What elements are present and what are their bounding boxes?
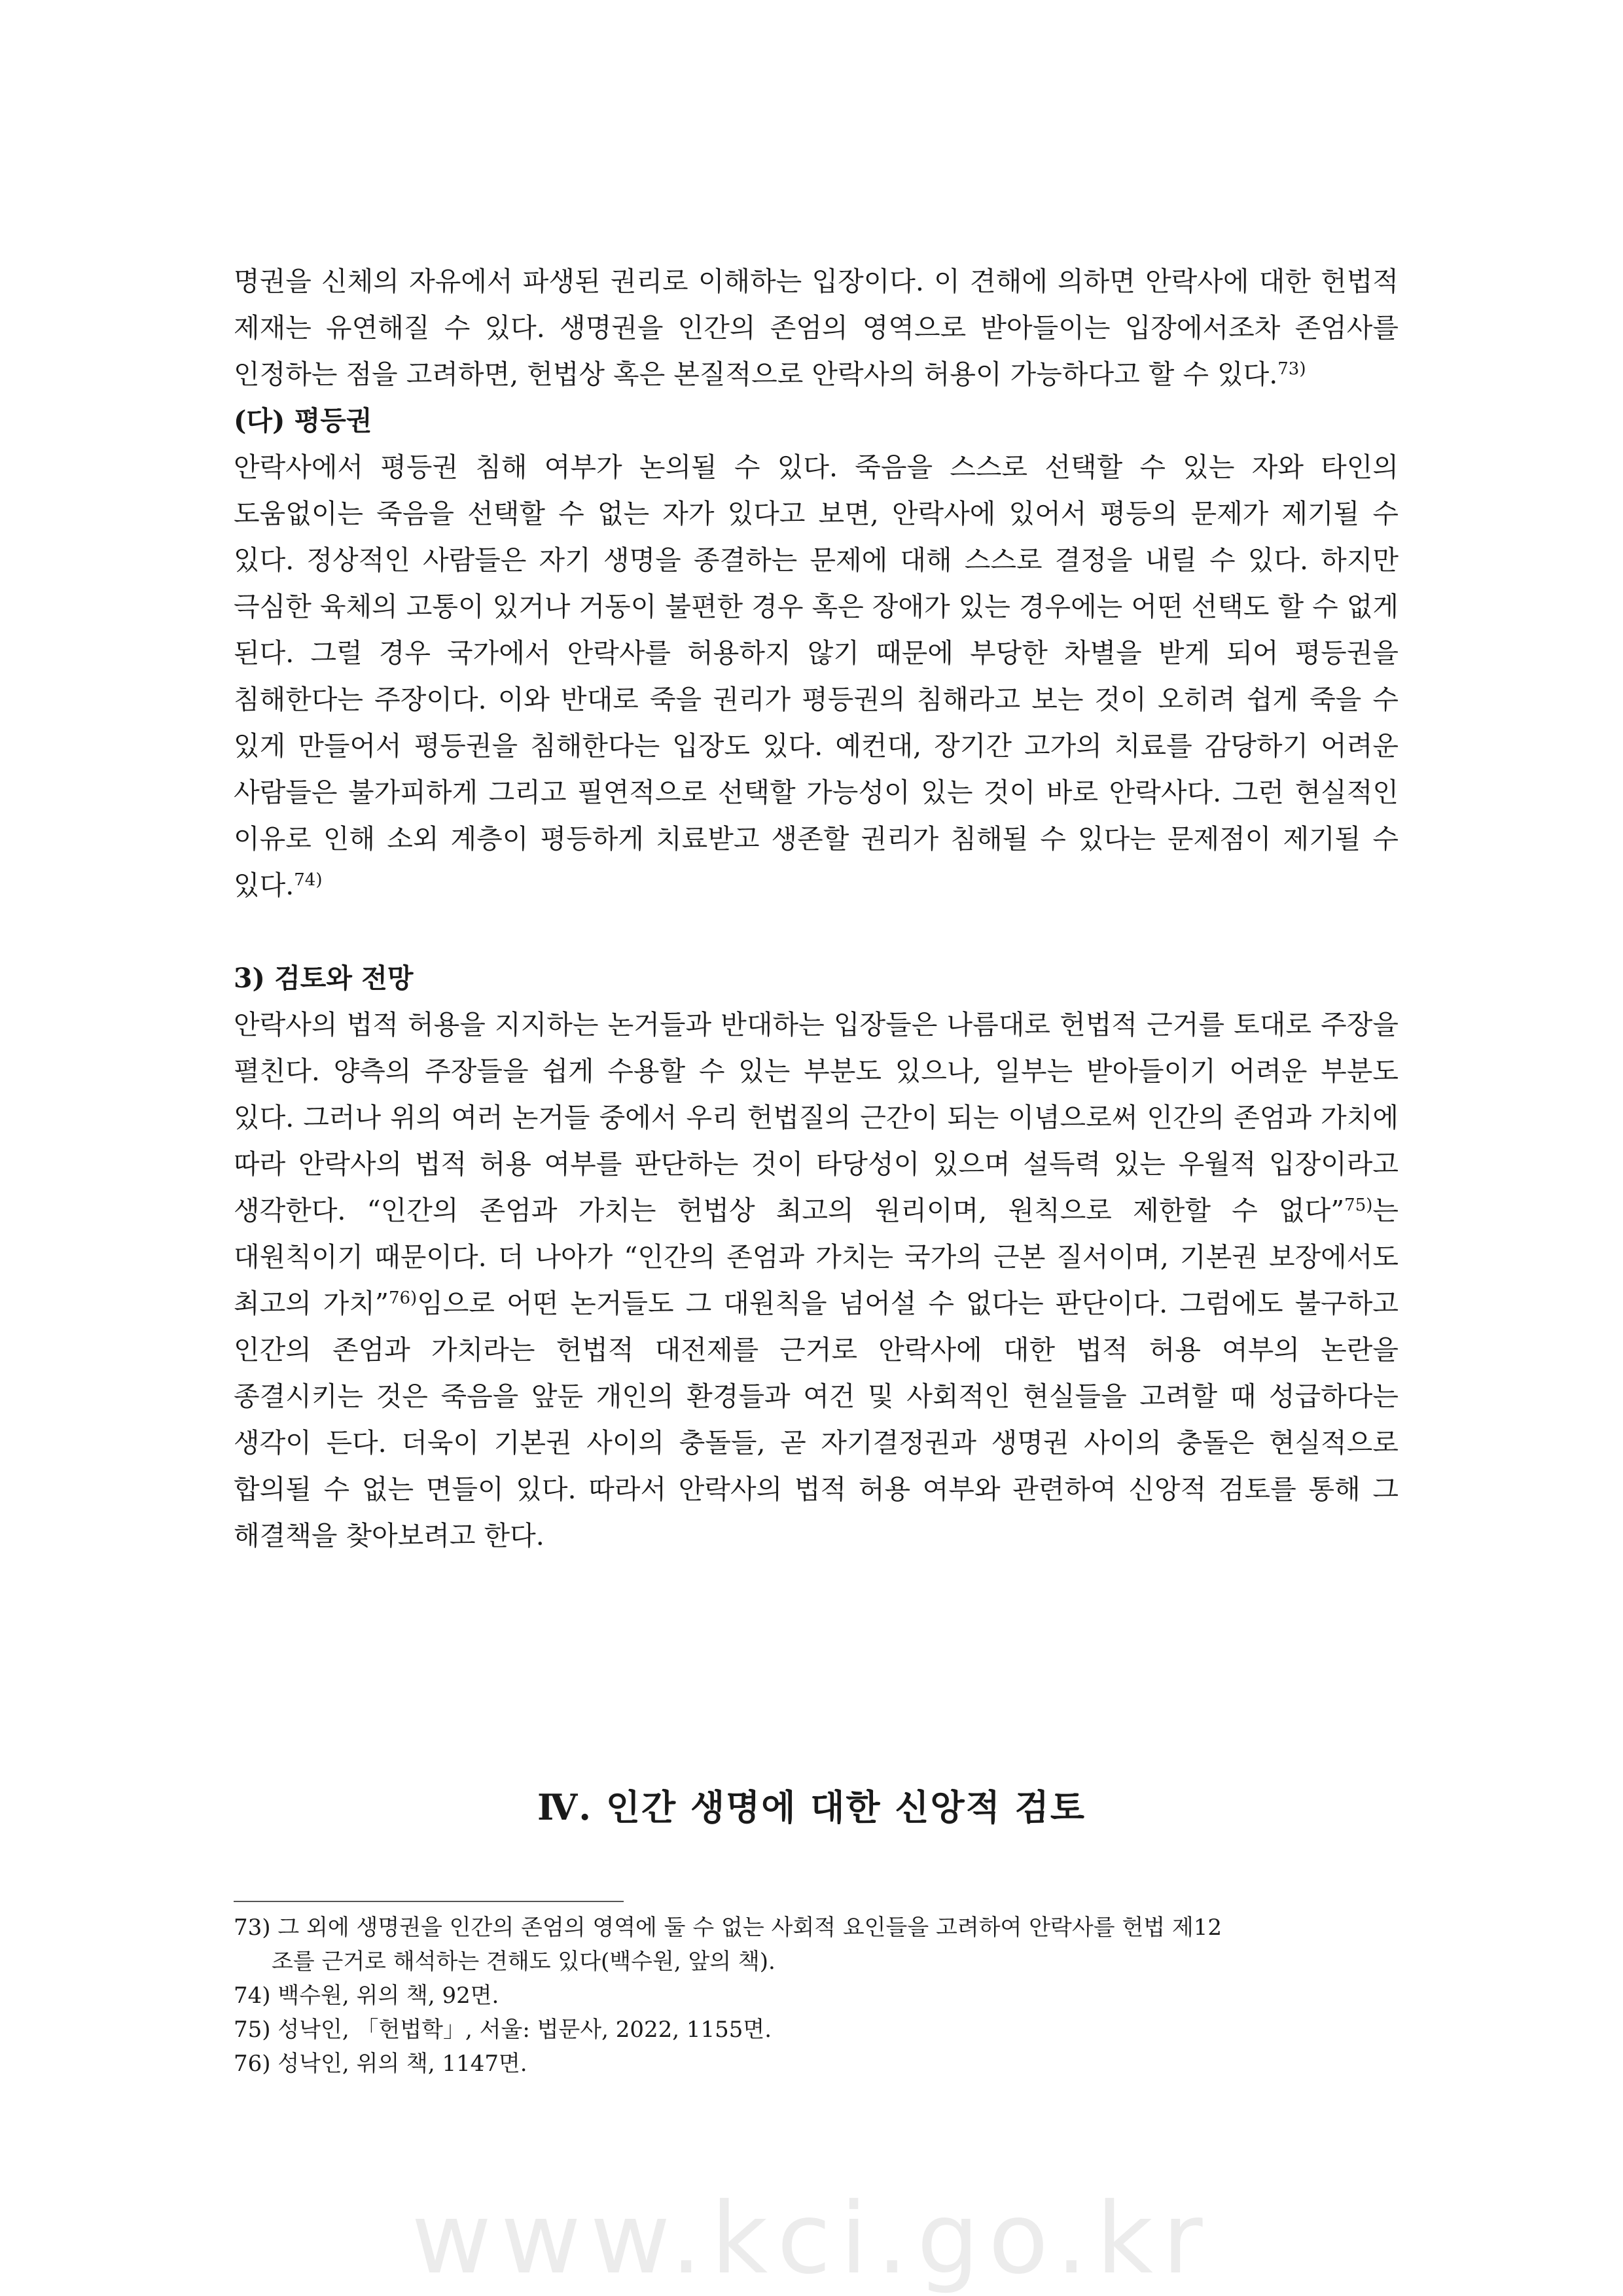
paragraph-text: 는 대원칙이기 때문이다. 더 나아가 “인간의 존엄과 가치는 국가의 근본 질서이며, 기본권 보장에서도 최고의 가치” [234, 1195, 1399, 1319]
subheading-equality-right: (다) 평등권 [234, 405, 372, 436]
paragraph-text: 임으로 어떤 논거들도 그 대원칙을 넘어설 수 없다는 판단이다. 그럼에도 불구하고 인간의 존엄과 가치라는 헌법적 대전제를 근거로 안락사에 대한 법적 허용 여부의 논란을 종결시키는 것은 죽음을 앞둔 개인의 환경들과 여건 및 사회적인 현실들을 고려할 때 성급하다는 생각이 든다. 더욱이 기본권 사이의 충돌들, 곧 자기결정권과 생명권 사이의 충돌은 현실적으로 합의될 수 없는 면들이 있다. 따라서 안락사의 법적 허용 여부와 관련하여 신앙적 검토를 통해 그 해결책을 찾아보려고 한다. [234, 1288, 1399, 1551]
page-body [234, 258, 1399, 1559]
paragraph-review-outlook [234, 1002, 1399, 1559]
paragraph-equality-right [234, 444, 1399, 909]
footnotes [234, 1911, 1399, 2081]
paragraph-text: 명권을 신체의 자유에서 파생된 권리로 이해하는 입장이다. 이 견해에 의하면 안락사에 대한 헌법적 제재는 유연해질 수 있다. 생명권을 인간의 존엄의 영역으로 받아들이는 입장에서조차 존엄사를 인정하는 점을 고려하면, 헌법상 혹은 본질적으로 안락사의 허용이 가능하다고 할 수 있다. [234, 266, 1399, 390]
paragraph-text: 안락사의 법적 허용을 지지하는 논거들과 반대하는 입장들은 나름대로 헌법적 근거를 토대로 주장을 펼친다. 양측의 주장들을 쉽게 수용할 수 있는 부분도 있으나, 일부는 받아들이기 어려운 부분도 있다. 그러나 위의 여러 논거들 중에서 우리 헌법질의 근간이 되는 이념으로써 인간의 존엄과 가치에 따라 안락사의 법적 허용 여부를 판단하는 것이 타당성이 있으며 설득력 있는 우월적 입장이라고 생각한다. “인간의 존엄과 가치는 헌법상 최고의 원리이며, 원칙으로 제한할 수 없다” [234, 1009, 1399, 1226]
footnote-73-line2: 조를 근거로 해석하는 견해도 있다(백수원, 앞의 책). [272, 1949, 776, 1975]
footnote-divider [234, 1901, 624, 1902]
footnote-ref-76[interactable]: 76) [388, 1288, 418, 1308]
footnote-75: 75) 성낙인, 「헌법학」, 서울: 법문사, 2022, 1155면. [234, 2017, 772, 2043]
footnote-73-line1: 73) 그 외에 생명권을 인간의 존엄의 영역에 둘 수 없는 사회적 요인들을 고려하여 안락사를 헌법 제12 [234, 1915, 1222, 1941]
paragraph-text: 안락사에서 평등권 침해 여부가 논의될 수 있다. 죽음을 스스로 선택할 수 있는 자와 타인의 도움없이는 죽음을 선택할 수 없는 자가 있다고 보면, 안락사에 있어서 평등의 문제가 제기될 수 있다. 정상적인 사람들은 자기 생명을 종결하는 문제에 대해 스스로 결정을 내릴 수 있다. 하지만 극심한 육체의 고통이 있거나 거동이 불편한 경우 혹은 장애가 있는 경우에는 어떤 선택도 할 수 없게 된다. 그럴 경우 국가에서 안락사를 허용하지 않기 때문에 부당한 차별을 받게 되어 평등권을 침해한다는 주장이다. 이와 반대로 죽을 권리가 평등권의 침해라고 보는 것이 오히려 쉽게 죽을 수 있게 만들어서 평등권을 침해한다는 입장도 있다. 예컨대, 장기간 고가의 치료를 감당하기 어려운 사람들은 불가피하게 그리고 필연적으로 선택할 가능성이 있는 것이 바로 안락사다. 그런 현실적인 이유로 인해 소외 계층이 평등하게 치료받고 생존할 권리가 침해될 수 있다는 문제점이 제기될 수 있다. [234, 451, 1399, 901]
footnote-ref-75[interactable]: 75) [1344, 1195, 1373, 1215]
subheading-review-outlook: 3) 검토와 전망 [234, 963, 414, 994]
footnote-73 [234, 1911, 1399, 1979]
footnote-ref-73[interactable]: 73) [1277, 359, 1306, 379]
section-gap [234, 909, 1399, 955]
footnote-74: 74) 백수원, 위의 책, 92면. [234, 1983, 499, 2009]
chapter-title: Ⅳ. 인간 생명에 대한 신앙적 검토 [537, 1786, 1086, 1828]
footnote-ref-74[interactable]: 74) [294, 870, 323, 890]
footnote-76: 76) 성낙인, 위의 책, 1147면. [234, 2051, 527, 2077]
paragraph-right-to-life-continuation [234, 258, 1399, 398]
watermark-kci: www.kci.go.kr [411, 2182, 1212, 2296]
